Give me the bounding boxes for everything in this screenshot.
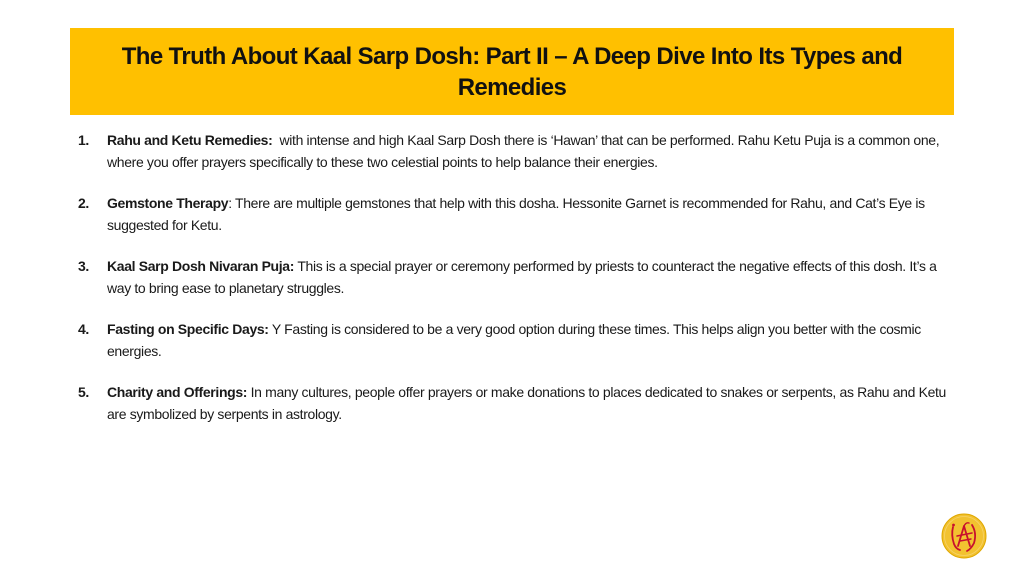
- item-heading: Charity and Offerings:: [107, 384, 248, 400]
- item-heading: Rahu and Ketu Remedies:: [107, 132, 273, 148]
- item-heading: Gemstone Therapy: [107, 195, 229, 211]
- slide-title: The Truth About Kaal Sarp Dosh: Part II – A Deep Dive Into Its Types and Remedies: [121, 42, 903, 101]
- list-item: [78, 318, 958, 362]
- brand-logo: [941, 513, 987, 559]
- item-body: [107, 381, 958, 425]
- item-heading: Fasting on Specific Days:: [107, 321, 269, 337]
- item-number: 5.: [78, 384, 89, 400]
- item-body: [107, 255, 958, 299]
- item-body: [107, 129, 958, 173]
- item-number: 3.: [78, 258, 89, 274]
- item-text: : There are multiple gemstones that help with this dosha. Hessonite Garnet is recommended for Rahu, and Cat’s Eye is suggested for Ketu.: [107, 195, 925, 233]
- list-item: [78, 381, 958, 425]
- item-heading: Kaal Sarp Dosh Nivaran Puja:: [107, 258, 295, 274]
- item-text: This is a special prayer or ceremony performed by priests to counteract the negative effects of this dosh. It’s a way to bring ease to planetary struggles.: [107, 258, 937, 296]
- remedy-list: [78, 129, 958, 444]
- list-item: [78, 129, 958, 173]
- list-item: [78, 255, 958, 299]
- item-text: Y Fasting is considered to be a very good option during these times. This helps align you better with the cosmic energies.: [107, 321, 921, 359]
- item-text: In many cultures, people offer prayers or make donations to places dedicated to snakes or serpents, as Rahu and Ketu are symbolized by serpents in astrology.: [107, 384, 946, 422]
- item-body: [107, 318, 958, 362]
- item-number: 1.: [78, 132, 89, 148]
- item-body: [107, 192, 958, 236]
- list-item: [78, 192, 958, 236]
- title-banner: [70, 28, 954, 115]
- item-text: with intense and high Kaal Sarp Dosh there is ‘Hawan’ that can be performed. Rahu Ketu Puja is a common one, where you offer prayers specifically to these two celestial points to help balance their energies.: [107, 132, 940, 170]
- item-number: 4.: [78, 321, 89, 337]
- brand-emblem-icon: [941, 513, 987, 559]
- item-number: 2.: [78, 195, 89, 211]
